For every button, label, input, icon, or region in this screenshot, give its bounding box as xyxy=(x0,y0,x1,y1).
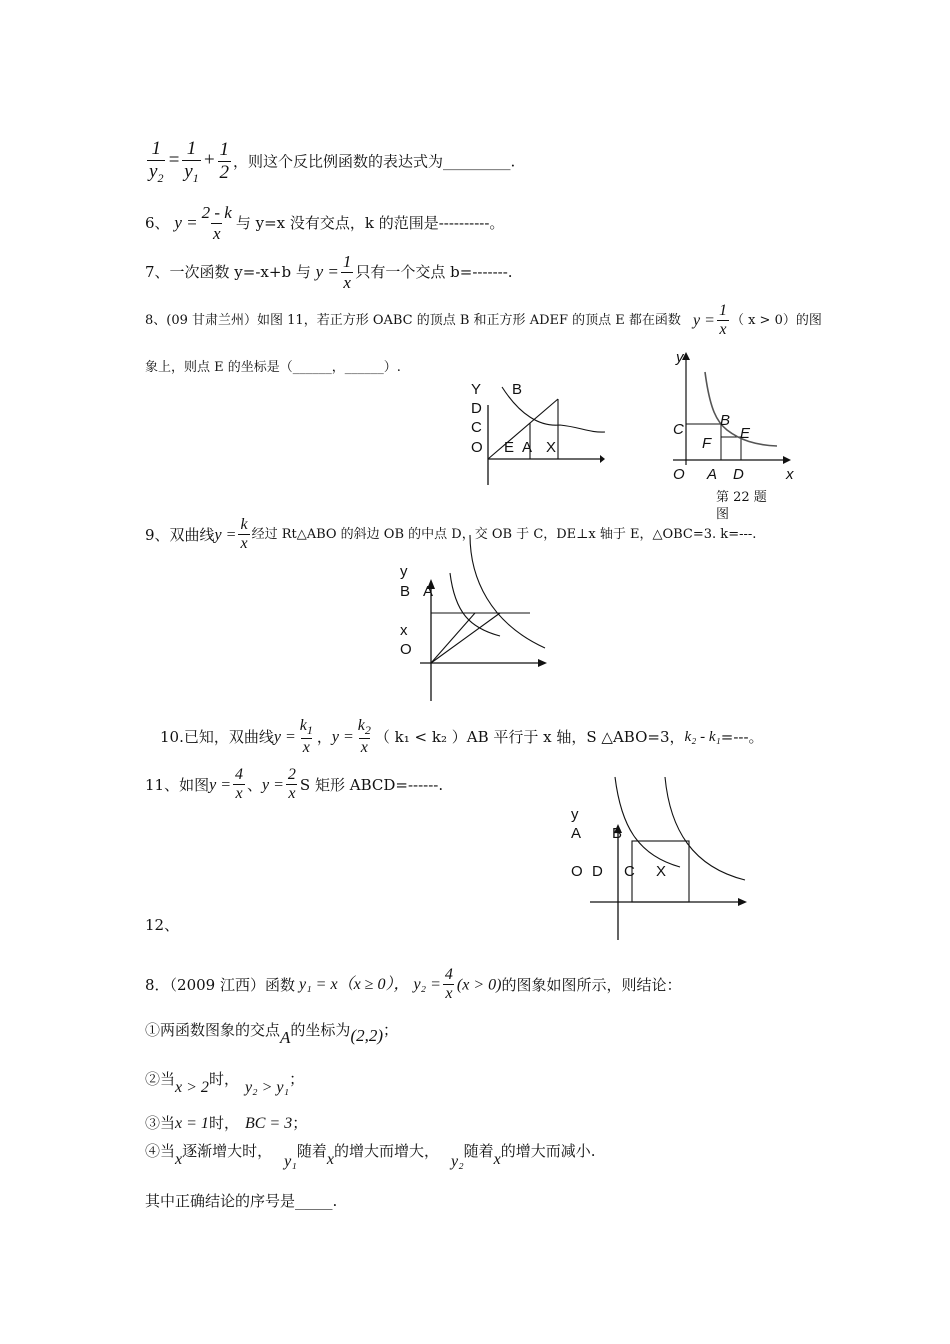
question-text: 象上，则点 E 的坐标是（ xyxy=(145,360,293,375)
question-12: 12、 xyxy=(145,916,180,934)
final-question xyxy=(145,1192,337,1210)
answer-blank-2: ______ xyxy=(344,360,384,375)
x-axis-arrow xyxy=(783,456,791,464)
square-adef xyxy=(721,437,741,460)
figure-11 xyxy=(585,775,750,945)
subscript: 2 xyxy=(157,170,164,185)
marker: ② xyxy=(145,1070,161,1088)
function-lhs: y = xyxy=(315,261,339,281)
label-y: y xyxy=(571,806,579,823)
label-a: A xyxy=(423,583,434,600)
label-e: E xyxy=(504,439,515,456)
label-o: O xyxy=(571,863,583,880)
hyperbola-outer xyxy=(470,535,545,648)
separator: 、 xyxy=(247,775,263,794)
period: . xyxy=(332,1192,338,1210)
label-a: A xyxy=(522,439,533,456)
semicolon: ； xyxy=(292,1114,308,1132)
question-text-end: 的图象如图所示，则结论： xyxy=(501,975,682,994)
numerator: 1 xyxy=(151,138,161,159)
hyperbola-inner xyxy=(450,573,500,636)
label-o: O xyxy=(471,439,483,456)
function-2-lhs: y = xyxy=(262,776,284,794)
marker: ④ xyxy=(145,1142,161,1160)
conclusion-1 xyxy=(145,1020,399,1047)
fraction-1-over-2 xyxy=(218,139,232,184)
semicolon: ； xyxy=(383,1021,399,1039)
figure-8-left xyxy=(465,375,615,490)
fraction-4-over-x xyxy=(443,966,455,1004)
denominator-var: y xyxy=(149,160,158,182)
function-2-lhs: y = xyxy=(331,728,354,746)
numerator xyxy=(356,717,373,738)
label-a: A xyxy=(571,825,582,842)
function-lhs: y = xyxy=(693,312,715,330)
figure-8-right xyxy=(665,350,800,470)
numerator: 2 - k xyxy=(201,203,232,222)
conclusion-3 xyxy=(145,1114,307,1133)
numerator: 1 xyxy=(718,302,727,319)
label-y: Y xyxy=(471,381,482,398)
label-y: y xyxy=(400,563,408,580)
label-a: A xyxy=(707,466,718,483)
difference-expression: k₂ - k₁ xyxy=(684,729,721,746)
question-text: 8．（2009 江西）函数 xyxy=(145,975,295,994)
answer-blank-1: ______ xyxy=(292,360,332,375)
denominator: 2 xyxy=(219,162,230,184)
figure-9 xyxy=(410,533,550,703)
text: 时， xyxy=(208,1070,239,1088)
label-o: O xyxy=(400,641,412,658)
hyperbola-4-over-x xyxy=(615,777,680,867)
numerator: 4 xyxy=(235,766,243,783)
math-y2: y₂ xyxy=(450,1153,464,1170)
answer-blank: =---。 xyxy=(720,728,764,747)
label-e: E xyxy=(740,425,751,442)
numerator: 4 xyxy=(444,966,453,983)
period: . xyxy=(510,152,516,171)
fraction-1-over-y2 xyxy=(147,138,165,185)
label-b: B xyxy=(400,583,411,600)
label-f: F xyxy=(702,435,712,452)
label-c: C xyxy=(471,419,482,436)
subscript: 1 xyxy=(192,170,199,185)
label-x: X xyxy=(546,439,557,456)
label-d: D xyxy=(733,466,744,483)
question-text: 7、一次函数 y=-x+b 与 xyxy=(145,263,311,282)
text: 当 xyxy=(160,1070,176,1088)
denominator: x xyxy=(240,535,248,553)
text: 随着 xyxy=(463,1142,494,1160)
semicolon: ； xyxy=(289,1070,305,1088)
q5-formula-line xyxy=(145,138,515,185)
question-text: 11、如图 xyxy=(145,775,210,794)
label-b: B xyxy=(612,825,623,842)
numerator-var: k xyxy=(299,717,307,734)
math-condition: x > 2 xyxy=(175,1079,209,1096)
text: 当 xyxy=(160,1142,176,1160)
condition-text: （ k₁ < k₂ ）AB 平行于 x 轴，S △ABO=3， xyxy=(374,728,685,747)
denominator-var: y xyxy=(184,160,193,182)
text: 随着 xyxy=(296,1142,327,1160)
label-x: x xyxy=(400,622,408,639)
numerator: k xyxy=(240,516,248,533)
fraction-4-over-x xyxy=(233,766,245,804)
equals-sign: = xyxy=(167,149,181,171)
function-1-lhs: y = xyxy=(209,776,231,794)
x-axis-arrow xyxy=(738,898,747,906)
math-inequality: y₂ > y₁ xyxy=(244,1079,290,1096)
function-lhs: y = xyxy=(174,212,198,232)
x-axis-arrow xyxy=(538,659,547,667)
fraction xyxy=(238,516,249,554)
question-text: 经过 Rt△ABO 的斜边 OB 的中点 D，交 OB 于 C，DE⊥x 轴于 E，△OBC=3. k=---. xyxy=(251,527,757,543)
line-ob xyxy=(431,613,475,663)
label-b: B xyxy=(512,381,523,398)
question-8b xyxy=(145,966,682,1004)
label-c: C xyxy=(624,863,635,880)
question-6 xyxy=(145,203,504,243)
figure-caption-2: 图 xyxy=(716,507,730,522)
denominator: x xyxy=(288,785,296,803)
question-8a-line1 xyxy=(145,302,822,340)
fraction xyxy=(341,252,354,292)
label-c: C xyxy=(673,421,684,438)
separator: ， xyxy=(316,728,332,747)
question-7 xyxy=(145,252,513,292)
subscript: 1 xyxy=(306,723,313,738)
math-x: x xyxy=(326,1151,334,1168)
condition-text: （ x > 0）的图 xyxy=(730,313,822,329)
line-od xyxy=(431,613,500,663)
numerator: 1 xyxy=(342,252,352,271)
comma: ， xyxy=(331,360,345,375)
function-1-lhs: y = xyxy=(273,728,296,746)
numerator: 1 xyxy=(186,138,197,159)
math-point: (2,2) xyxy=(350,1026,384,1045)
marker: ③ xyxy=(145,1114,161,1132)
marker: ① xyxy=(145,1021,161,1039)
conclusion-4 xyxy=(145,1142,596,1170)
denominator xyxy=(147,160,165,186)
x-axis-arrow xyxy=(600,455,605,463)
text: 两函数图象的交点 xyxy=(160,1021,281,1039)
fraction-1-over-y1 xyxy=(182,138,200,185)
denominator: x xyxy=(445,985,453,1003)
function-y1: y₁ = x（x ≥ 0）， xyxy=(299,976,410,994)
fraction-2-over-x xyxy=(286,766,298,804)
text: 的增大而增大， xyxy=(333,1142,439,1160)
denominator: x xyxy=(302,738,310,756)
label-d: D xyxy=(592,863,603,880)
label-o: O xyxy=(673,466,685,483)
denominator: x xyxy=(360,738,368,756)
figure-caption: 第 22 题 xyxy=(716,490,767,505)
plus-sign: + xyxy=(202,149,216,171)
hyperbola-2-over-x xyxy=(665,777,745,880)
math-a: A xyxy=(280,1028,291,1047)
function-y2-lhs: y₂ = xyxy=(413,976,441,994)
denominator: x xyxy=(343,272,351,292)
function-y2-domain: (x > 0) xyxy=(456,976,502,994)
question-text: 与 y=x 没有交点，k 的范围是----------。 xyxy=(235,214,505,233)
label-x: X xyxy=(656,863,667,880)
question-8a-line2 xyxy=(145,360,401,376)
q5-question-text: ，则这个反比例函数的表达式为 xyxy=(233,152,444,171)
math-x: x xyxy=(493,1151,501,1168)
math-x: x xyxy=(175,1151,183,1168)
label-d: D xyxy=(471,400,482,417)
math-equation: BC = 3 xyxy=(244,1115,293,1132)
text: 当 xyxy=(160,1114,176,1132)
question-text: 其中正确结论的序号是 xyxy=(145,1192,296,1210)
label-y: y xyxy=(676,349,684,366)
numerator: 1 xyxy=(219,139,230,161)
fraction-k1-over-x xyxy=(298,717,315,757)
fraction-k2-over-x xyxy=(356,717,373,757)
numerator xyxy=(298,717,315,738)
numerator: 2 xyxy=(287,766,296,783)
fraction xyxy=(717,302,729,340)
fraction xyxy=(200,203,234,243)
question-text-end: S 矩形 ABCD=------. xyxy=(299,775,444,794)
answer-blank: _________ xyxy=(443,152,511,171)
text-end: 的增大而减小. xyxy=(500,1142,596,1160)
question-text: 10.已知，双曲线 xyxy=(160,728,274,747)
text: 的坐标为 xyxy=(290,1021,351,1039)
text: 逐渐增大时， xyxy=(182,1142,273,1160)
question-text: 8、(09 甘肃兰州）如图 11，若正方形 OABC 的顶点 B 和正方形 ADEF 的顶点 E 都在函数 xyxy=(145,313,681,329)
denominator: x xyxy=(212,223,221,243)
denominator: x xyxy=(235,785,243,803)
math-condition: x = 1 xyxy=(175,1115,209,1132)
conclusion-2 xyxy=(145,1070,305,1096)
question-number: 6、 xyxy=(145,214,170,233)
denominator: x xyxy=(719,321,727,339)
question-11 xyxy=(145,766,443,804)
closing: ）. xyxy=(383,360,401,375)
function-lhs: y = xyxy=(214,526,237,544)
answer-blank: _____ xyxy=(295,1192,333,1210)
numerator-var: k xyxy=(357,717,365,734)
denominator xyxy=(182,160,200,186)
label-x: x xyxy=(786,466,794,483)
subscript: 2 xyxy=(364,723,371,738)
question-10 xyxy=(160,717,764,757)
text: 时， xyxy=(208,1114,239,1132)
math-y1: y₁ xyxy=(284,1153,297,1170)
label-b: B xyxy=(720,412,731,429)
question-text-end: 只有一个交点 b=-------. xyxy=(355,263,513,282)
question-number: 9、双曲线 xyxy=(145,525,215,544)
